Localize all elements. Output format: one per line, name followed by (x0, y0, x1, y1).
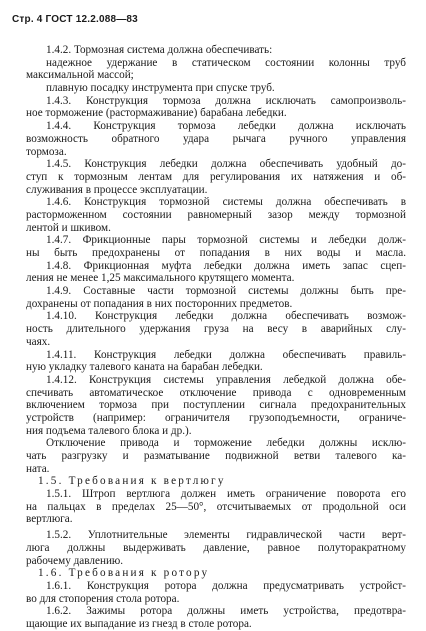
text-line: устройств (например: ограничителя грузоподъемности, ограниче- (26, 411, 406, 424)
text-line: 1.4.2. Тормозная система должна обеспечивать: (46, 44, 273, 56)
text-line: включением тормоза при поступлении сигнала предохранительных (26, 399, 406, 412)
text-line: плавную посадку инструмента при спуске труб. (46, 82, 275, 95)
text-line: 1.4.8. Фрикционная муфта лебедки должна иметь запас сцеп- (46, 259, 406, 272)
text-line: ны быть предохранены от попадания в них воды и масла. (26, 247, 406, 259)
section-heading: 1.5. Требования к вертлюгу (38, 475, 226, 488)
text-line: 1.5.1. Штроп вертлюга должен иметь ограничение поворота его (46, 488, 406, 501)
text-line: чать разгрузку и разматывание подвижной ветви талевого ка- (26, 450, 406, 462)
text-line: 1.4.7. Фрикционные пары тормозной системы и лебедки долж- (46, 234, 406, 247)
text-line: 1.4.6. Конструкция тормозной системы должна обеспечивать в (46, 196, 406, 209)
text-line: спечивать автоматическое отключение привода с одновременным (26, 386, 406, 399)
text-line: тормоза. (26, 145, 67, 158)
text-line: ное торможение (растормаживание) барабана лебедки. (26, 107, 287, 120)
text-line: ную укладку талевого каната на барабан лебедки. (26, 361, 263, 374)
page-header: Стр. 4 ГОСТ 12.2.088—83 (12, 14, 138, 25)
text-line: 1.4.11. Конструкция лебедки должна обеспечивать правиль- (46, 348, 406, 361)
text-line: ната. (26, 462, 50, 475)
text-line: расторможенном состоянии равномерный зазор между тормозной (26, 208, 406, 221)
text-line: 1.4.10. Конструкция лебедки должна обеспечивать возмож- (46, 310, 406, 323)
text-line: Отключение привода и торможение лебедки должны исклю- (46, 437, 406, 450)
text-line: ния подъема талевого блока и др.). (26, 424, 192, 437)
text-line: 1.6.1. Конструкция ротора должна предусматривать устройст- (46, 579, 406, 592)
text-line: возможность обратного удара рычага ручного управления (26, 132, 406, 145)
text-line: рабочему давлению. (26, 554, 124, 567)
text-line: 1.6.2. Зажимы ротора должны иметь устройства, предотвра- (46, 605, 406, 618)
text-line: служивания в процессе эксплуатации. (26, 183, 208, 196)
text-line: 1.4.9. Составные части тормозной системы должны быть пре- (46, 285, 406, 298)
text-line: на пальцах в пределах 25—50°, отсчитываемых от продольной оси (26, 500, 406, 513)
text-line: люга должны выдерживать давление, равное полуторакратному (26, 541, 406, 554)
text-line: во для стопорения стола ротора. (26, 592, 180, 605)
text-line: 1.4.12. Конструкция системы управления лебедкой должна обе- (46, 373, 406, 386)
text-line: 1.4.5. Конструкция лебедки должна обеспечивать удобный до- (46, 158, 406, 171)
text-line: ления не менее 1,25 максимального крутящего момента. (26, 272, 295, 285)
text-line: 1.5.2. Уплотнительные элементы гидравлической части верт- (46, 529, 406, 542)
text-line: дохранены от попадания в них посторонних предметов. (26, 297, 293, 310)
text-line: ступ к тормозным лентам для регулирования их натяжения и об- (26, 170, 406, 183)
text-line: максимальной массой; (26, 69, 134, 82)
text-line: чаях. (26, 335, 51, 348)
text-line: 1.4.3. Конструкция тормоза должна исключать самопроизволь- (46, 94, 406, 107)
text-line: щающие их выпадание из гнезд в столе ротора. (26, 617, 252, 630)
text-line: вертлюга. (26, 513, 73, 526)
document-body (26, 44, 406, 631)
text-line: надежное удержание в статическом состоянии колонны труб (46, 56, 406, 69)
text-line: ность длительного удержания груза на весу в аварийных слу- (26, 323, 406, 336)
text-line: лентой и шкивом. (26, 221, 111, 234)
section-heading: 1.6. Требования к ротору (38, 567, 210, 580)
text-line: 1.4.4. Конструкция тормоза лебедки должна исключать (46, 120, 406, 133)
